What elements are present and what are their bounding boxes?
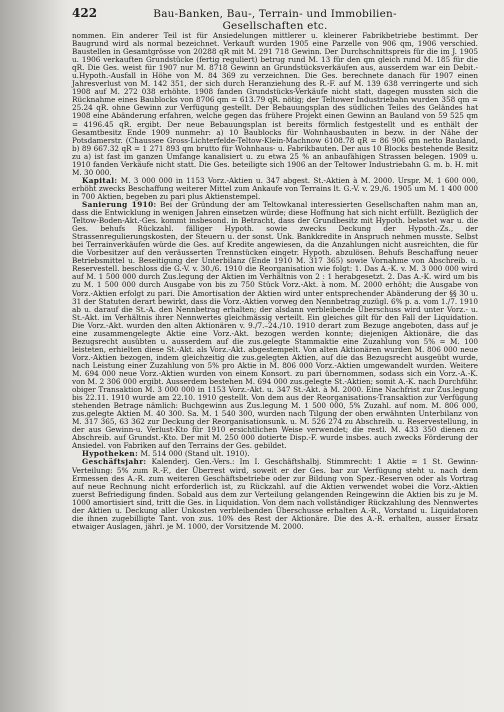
- paragraph-kapital: [72, 177, 478, 201]
- paragraph-property-description: [72, 32, 478, 177]
- paragraph-sanierung: [72, 201, 478, 450]
- section-label: Geschäftsjahr:: [82, 457, 147, 467]
- page-gutter-shadow: [0, 0, 70, 712]
- paragraph-text: M. 514 000 (Stand ult. 1910).: [140, 449, 250, 459]
- paragraph-text: nommen. Ein anderer Teil ist für Ansiedelungen mittlerer u. kleinerer Fabrikbetriebe bestimmt. Der Baugrund wird als normal bezeichnet. Verkauft wurden 1905 eine Parzelle von 906 qm, 1906 verschied. Baustellen in Gesamtgrösse von 20288 qR mit M. 291 718 Gewinn. Der Durchschnittspreis für die im J. 1905 u. 1906 verkauften Grundstücke (fertig reguliert) betrug rund M. 13 für den qm gleich rund M. 185 für die qR. Die Ges. weist für 1907 nur M. 8718 Gewinn an Grundstücksverkäufen aus, ausserdem war ein Debit.-u.Hypoth.-Ausfall in Höhe von M. 84 369 zu verzeichnen. Die Ges. berechnete danach für 1907 einen Jahresverlust von M. 142 351, der sich durch Heranziehung des R.-F. auf M. 139 638 verringerte und sich 1908 auf M. 272 038 erhöhte. 1908 fanden Grundstücks-Verkäufe nicht statt, dagegen mussten sich die Rücknahme eines Baublocks von 8706 qm = 613.79 qR. nötig; der Teltower Industriebahn wurden 358 qm = 25.24 qR. ohne Gewinn zur Verfügung gestellt. Der Bebauungsplan des südlichen Teiles des Geländes hat 1908 eine Abänderung erfahren, welche gegen das frühere Projekt einen Gewinn an Bauland von 59 525 qm = 4196.45 qR. ergibt. Der neue Bebauungsplan ist bereits förmlich festgestellt und es enthält der Gesamtbesitz Ende 1909 nunmehr: a) 10 Baublocks für Wohnhausbauten in bezw. in der Nähe der Potsdamerstr. (Chaussee Gross-Lichterfelde-Teltow-Klein-Machnow 6108.78 qR = 86 906 qm netto Bauland, b) 89 667.32 qR = 1 271 893 qm brutto für Wohnhaus- u. Fabrikbauten. Der aus 10 Blocks bestehende Besitz zu a) ist fast im ganzen Umfange kanalisiert u. zu etwa 25 % an anbaufähigen Strassen belegen. 1909 u. 1910 fanden Verkäufe nicht statt. Die Ges. beteiligte sich 1906 an der Teltower Industriebahn G. m. b. H. mit M. 30 000.: [72, 31, 478, 177]
- page-header: [72, 6, 478, 32]
- paragraph-geschaeftsjahr: [72, 458, 478, 530]
- paragraph-text: M. 3 000 000 in 1153 Vorz.-Aktien u. 347 abgest. St.-Aktien à M. 2000. Urspr. M. 1 600 000, erhöht zwecks Beschaffung weiterer Mittel zum Ankaufe von Terrains lt. G.-V. v. 29./6. 1905 um M. 1 400 000 in 700 Aktien, begeben zu pari plus Aktienstempel.: [72, 175, 479, 201]
- section-label: Hypotheken:: [82, 449, 139, 459]
- body-text: [72, 32, 478, 531]
- paragraph-text: Kalenderj. Gen.-Vers.: Im I. Geschäftshalbj. Stimmrecht: 1 Aktie = 1 St. Gewinn-Verteilung: 5% zum R.-F., der Überrest wird, soweit er der Ges. bar zur Verfügung steht u. nach dem Ermessen des A.-R. zum weiteren Geschäftsbetriebe oder zur Bildung von Spez.-Reserven oder als Vortrag auf neue Rechnung nicht erforderlich ist, zu Rückzahl. auf die Aktien verwendet wobei die Vorz.-Aktien zuerst Befriedigung finden. Sobald aus dem zur Verteilung gelangenden Reingewinn die Aktien bis zu je M. 1000 amortisiert sind, tritt die Ges. in Liquidation. Von dem nach vollständiger Rückzahlung des Nennwertes der Aktien u. Deckung aller Unkosten verbleibenden Überschusse erhalten A.-R., Vorstand u. Liquidatoren die ihnen zugebilligte Tant. von zus. 10% des Rest der Aktionäre. Die des A.-R. erhalten, ausser Ersatz etwaiger Auslagen, jährl. je M. 1000, der Vorsitzende M. 2000.: [72, 457, 479, 531]
- paragraph-text: Bei der Gründung der am Teltowkanal interessierten Gesellschaften nahm man an, dass die Entwicklung in wenigen Jahren einsetzen würde; diese Hoffnung hat sich nicht erfüllt. Bezüglich der Teltow-Boden-Akt.-Ges. kommt insbesond. in Betracht, dass der Grundbesitz mit Hypoth. belastet war u. die Ges. behufs Rückzahl. fälliger Hypoth. sowie zwecks Deckung der Hypoth.-Zs., der Strassenregulierungskosten, der Steuern u. der sonst. Unk. Bankkredite in Anspruch nehmen musste. Selbst bei Terrainverkäufen würde die Ges. auf Kredite angewiesen, da die Anzahlungen nicht ausreichten, die für die Vorbesitzer auf den veräusserten Trennstücken eingetr. Hypoth. abzulösen. Behufs Beschaffung neuer Betriebsmittel u. Beseitigung der Unterbilanz (Ende 1910 M. 317 365) sowie Vornahme von Abschreib. u. Reservestell. beschloss die G.-V. v. 30./6. 1910 die Reorganisation wie folgt: 1. Das A.-K. v. M. 3 000 000 wird auf M. 1 500 000 durch Zus.legung der Aktien im Verhältnis von 2 : 1 herabgesetzt. 2. Das A.-K. wird um bis zu M. 1 500 000 durch Ausgabe von bis zu 750 Stück Vorz.-Akt. à nom. M. 2000 erhöht; die Ausgabe von Vorz.-Aktien erfolgt zu pari. Die Amortisation der Aktien wird unter entsprechender Abänderung der §§ 30 u. 31 der Statuten derart bewirkt, dass die Vorz.-Aktien vorweg den Nennbetrag zuzügl. 6% p. a. vom 1./7. 1910 ab u. darauf die St.-A. den Nennbetrag erhalten; der alsdann verbleibende Überschuss wird unter Vorz.- u. St.-Akt. im Verhältnis ihrer Nennwertes gleichmässig verteilt. Ein gleiches gilt für den Fall der Liquidation. Die Vorz.-Akt. wurden den alten Aktionären v. 9./7.–24./10. 1910 derart zum Bezuge angeboten, dass auf je eine zusammengelegte Aktie eine Vorz.-Akt. bezogen werden konnte; diejenigen Aktionäre, die das Bezugsrecht ausübten u. ausserdem auf die zus.gelegte Stammaktie eine Zuzahlung von 5% = M. 100 leisteten, erhielten diese St.-Akt. als Vorz.-Akt. abgestempelt. Von alten Aktionären wurden M. 806 000 neue Vorz.-Aktien bezogen, indem gleichzeitig die zus.gelegten Aktien, auf die das Bezugsrecht ausgeübt wurde, nach Leistung einer Zuzahlung von 5% pro Aktie in M. 806 000 Vorz.-Aktien umgewandelt wurden. Weitere M. 694 000 neue Vorz.-Aktien wurden von einem Konsort. zu pari übernommen, sodass sich ein Vorz.-A.-K. von M. 2 306 000 ergibt. Ausserdem bestehen M. 694 000 zus.gelegte St.-Aktien; somit A.-K. nach Durchführ. obiger Transaktion M. 3 000 000 in 1153 Vorz.-Akt. u. 347 St.-Akt. à M. 2000. Eine Nachfrist zur Zus.legung bis 22.11. 1910 wurde am 22.10. 1910 gestellt. Von dem aus der Reorganisations-Transaktion zur Verfügung stehenden Betrage nämlich: Buchgewinn aus Zus.legung M. 1 500 000, 5% Zuzahl. auf nom. M. 806 000, zus.gelegte Aktien M. 40 300. Sa. M. 1 540 300, wurden nach Tilgung der oben erwähnten Unterbilanz von M. 317 365, 63 362 zur Deckung der Reorganisationsunk. u. M. 526 274 zu Abschreib. u. Reservestellung, in der aus Gewinn-u. Verlust-Kto für 1910 ersichtlichen Weise verwendet; die restl. M. 433 350 dienen zu Abschreib. auf Grundst.-Kto. Der mit M. 250 000 dotierte Disp.-F. wurde insbes. auch zwecks Förderung der Ansiedel. von Fabriken auf den Terrains der Ges. gebildet.: [72, 199, 478, 451]
- running-head: Bau-Banken, Bau-, Terrain- und Immobilien-Gesellschaften etc.: [153, 8, 397, 32]
- section-label: Kapital:: [82, 175, 118, 185]
- section-label: Sanierung 1910:: [82, 199, 157, 209]
- page-number: 422: [72, 6, 98, 20]
